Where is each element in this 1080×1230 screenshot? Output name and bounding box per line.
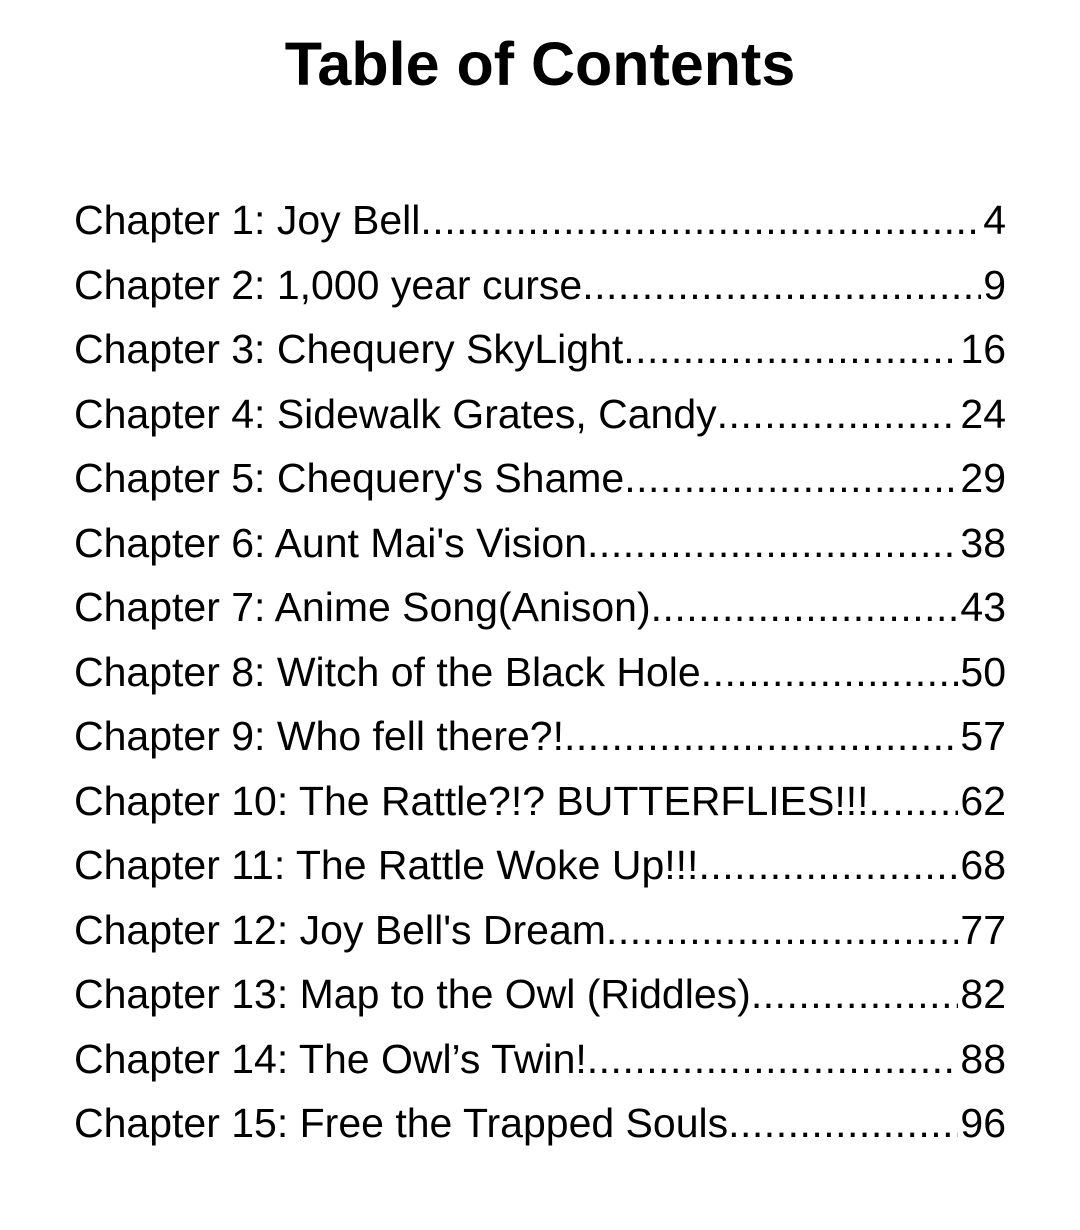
toc-entry-page-number: 38 xyxy=(960,519,1006,566)
toc-entry-chapter-15 xyxy=(74,1091,1006,1156)
toc-entry-label: Chapter 2: 1,000 year curse xyxy=(74,261,583,308)
toc-entry-chapter-11 xyxy=(74,833,1006,898)
toc-entry-label: Chapter 3: Chequery SkyLight xyxy=(74,326,624,372)
toc-entry-chapter-12 xyxy=(74,898,1006,963)
toc-entry-chapter-6 xyxy=(74,511,1006,576)
toc-entry-chapter-7 xyxy=(74,575,1006,640)
toc-entry-chapter-9 xyxy=(74,704,1006,769)
toc-entry-page-number: 82 xyxy=(960,971,1006,1017)
toc-entry-chapter-14 xyxy=(74,1027,1006,1092)
toc-entry-page-number: 50 xyxy=(960,648,1006,695)
toc-dot-leader xyxy=(623,317,958,382)
toc-entry-label: Chapter 9: Who fell there?! xyxy=(74,713,564,759)
toc-entry-page-number: 88 xyxy=(960,1035,1006,1082)
page-title: Table of Contents xyxy=(284,30,796,98)
toc-entry-page-number: 43 xyxy=(960,584,1006,630)
toc-dot-leader xyxy=(698,833,958,898)
toc-entry-label: Chapter 12: Joy Bell's Dream xyxy=(74,906,606,953)
toc-entry-chapter-4 xyxy=(74,382,1006,447)
toc-entry-label: Chapter 6: Aunt Mai's Vision xyxy=(74,519,588,566)
toc-entry-label: Chapter 11: The Rattle Woke Up!!! xyxy=(74,842,699,888)
toc-entry-label: Chapter 4: Sidewalk Grates, Candy xyxy=(74,390,717,437)
toc-entry-label: Chapter 8: Witch of the Black Hole xyxy=(74,648,701,695)
toc-entry-chapter-13 xyxy=(74,962,1006,1027)
toc-entry-label: Chapter 15: Free the Trapped Souls xyxy=(74,1100,729,1146)
toc-dot-leader xyxy=(717,382,959,447)
toc-entry-chapter-1 xyxy=(74,188,1006,253)
toc-dot-leader xyxy=(420,188,981,253)
toc-entry-page-number: 57 xyxy=(960,713,1006,759)
toc-entry-label: Chapter 14: The Owl’s Twin! xyxy=(74,1035,587,1082)
toc-entry-label: Chapter 1: Joy Bell xyxy=(74,197,421,243)
toc-entry-chapter-2 xyxy=(74,253,1006,318)
toc-entry-page-number: 96 xyxy=(960,1100,1006,1146)
toc-entry-label: Chapter 10: The Rattle?!? BUTTERFLIES!!! xyxy=(74,777,869,824)
toc-entry-page-number: 77 xyxy=(960,906,1006,953)
toc-entry-label: Chapter 13: Map to the Owl (Riddles) xyxy=(74,971,751,1017)
toc-dot-leader xyxy=(564,704,958,769)
toc-dot-leader xyxy=(728,1091,958,1156)
toc-entry-chapter-8 xyxy=(74,640,1006,705)
toc-dot-leader xyxy=(606,898,958,963)
toc-dot-leader xyxy=(582,253,981,318)
toc-entry-page-number: 29 xyxy=(960,455,1006,501)
toc-dot-leader xyxy=(624,446,958,511)
toc-entry-page-number: 68 xyxy=(960,842,1006,888)
toc-entry-chapter-3 xyxy=(74,317,1006,382)
toc-entry-page-number: 24 xyxy=(960,390,1006,437)
toc-entry-label: Chapter 5: Chequery's Shame xyxy=(74,455,625,501)
toc-entry-chapter-10 xyxy=(74,769,1006,834)
toc-entry-page-number: 4 xyxy=(983,197,1006,243)
toc-entry-page-number: 62 xyxy=(960,777,1006,824)
toc-dot-leader xyxy=(701,640,959,705)
toc-dot-leader xyxy=(587,511,958,576)
toc-entry-label: Chapter 7: Anime Song(Anison) xyxy=(74,584,651,630)
table-of-contents xyxy=(74,188,1006,1156)
toc-entry-chapter-5 xyxy=(74,446,1006,511)
toc-dot-leader xyxy=(751,962,959,1027)
toc-entry-page-number: 9 xyxy=(983,261,1006,308)
toc-dot-leader xyxy=(587,1027,959,1092)
toc-dot-leader xyxy=(869,769,959,834)
toc-dot-leader xyxy=(651,575,959,640)
toc-entry-page-number: 16 xyxy=(960,326,1006,372)
